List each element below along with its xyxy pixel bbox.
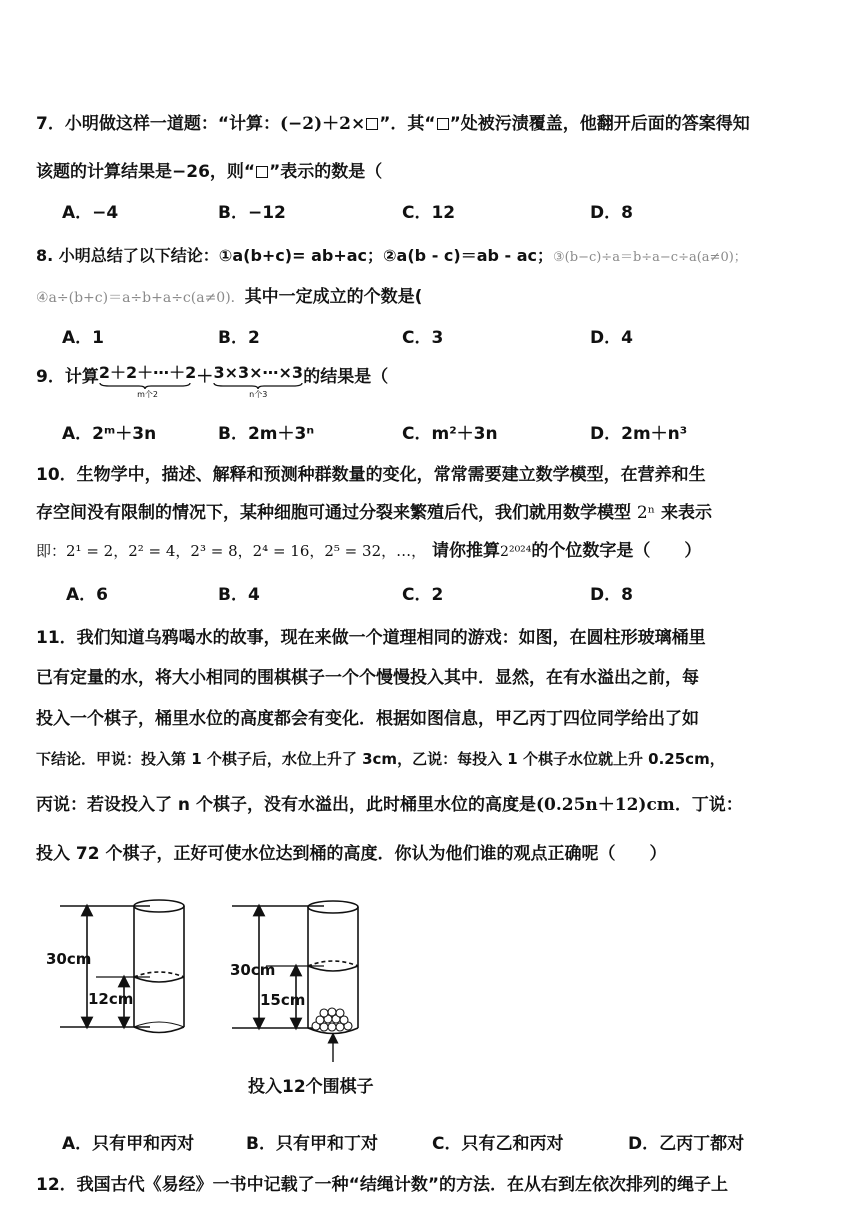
- go-stones-icon: [312, 1008, 352, 1031]
- q7-line2: [36, 159, 837, 185]
- q11-expression: (0.25n＋12)cm: [535, 795, 675, 815]
- q9-plus: ＋: [196, 367, 214, 387]
- q7-text-b: ”．其“: [379, 114, 436, 134]
- blank-box-icon: [256, 166, 268, 178]
- q11-line1: 11．我们知道乌鸦喝水的故事，现在来做一个道理相同的游戏：如图，在圆柱形玻璃桶里: [36, 628, 706, 648]
- q10-model: 2ⁿ: [636, 503, 656, 523]
- q11-line4: 下结论．甲说：投入第 1 个棋子后，水位上升了 3cm，乙说：每投入 1 个棋子水位就上升 0.25cm，: [36, 750, 725, 768]
- q9-brace-1: [99, 364, 196, 399]
- q11-text-a: 丙说：若设投入了 n 个棋子，没有水溢出，此时桶里水位的高度是: [36, 795, 536, 815]
- q10-line1: 10．生物学中，描述、解释和预测种群数量的变化，常常需要建立数学模型，在营养和生: [36, 465, 706, 485]
- fig-left-water: 12cm: [88, 990, 134, 1008]
- q8-option-d[interactable]: D．4: [590, 328, 633, 348]
- q11-text-b: ．丁说：: [674, 795, 743, 815]
- q8-option-b[interactable]: B．2: [218, 328, 260, 348]
- q10-power: 2²⁰²⁴: [500, 544, 532, 560]
- blank-box-icon: [437, 118, 449, 130]
- q8-option-c[interactable]: C．3: [402, 328, 444, 348]
- q9-brace-2-label: n个3: [249, 390, 268, 399]
- fig-right-total: 30cm: [230, 961, 276, 979]
- q7-option-c[interactable]: C．12: [402, 203, 456, 223]
- q7-option-b[interactable]: B．−12: [218, 203, 286, 223]
- q10-text-b: 来表示: [661, 503, 713, 523]
- fig-right-caption: 投入12个围棋子: [248, 1077, 374, 1097]
- q7-text-c: ”处被污渍覆盖，他翻开后面的答案得知: [449, 114, 750, 134]
- q11-line6: 投入 72 个棋子，正好可使水位达到桶的高度．你认为他们谁的观点正确呢（ ）: [36, 844, 667, 864]
- q9-brace-2-expr: 3×3×⋯×3: [213, 363, 304, 382]
- q8-option-a[interactable]: A．1: [62, 328, 104, 348]
- q10-text-a: 存空间没有限制的情况下，某种细胞可通过分裂来繁殖后代，我们就用数学模型: [36, 503, 631, 523]
- q10-line3: [36, 538, 837, 565]
- q10-option-d[interactable]: D．8: [590, 585, 633, 605]
- q9-prefix: 9．计算: [36, 367, 99, 387]
- q8-text-b: 其中一定成立的个数是(: [244, 287, 423, 307]
- q9-option-d[interactable]: D．2m＋n³: [590, 424, 688, 444]
- q10-text-c: 请你推算: [432, 541, 501, 561]
- q11-option-a[interactable]: A．只有甲和丙对: [62, 1134, 195, 1154]
- q9-line: [36, 364, 837, 408]
- q7-option-d[interactable]: D．8: [590, 203, 633, 223]
- q9-option-a[interactable]: A．2ᵐ＋3n: [62, 424, 157, 444]
- q9-brace-1-label: m个2: [137, 390, 158, 399]
- q9-option-c[interactable]: C．m²＋3n: [402, 424, 498, 444]
- q7-text-e: ”表示的数是（: [269, 162, 383, 182]
- q8-text-a: 8. 小明总结了以下结论：①a(b+c)= ab+ac；②a(b - c)＝ab - ac；: [36, 246, 554, 265]
- underbrace-icon: [99, 382, 191, 390]
- q11-line3: 投入一个棋子，桶里水位的高度都会有变化．根据如图信息，甲乙丙丁四位同学给出了如: [36, 709, 699, 729]
- q7-line1: [36, 111, 837, 137]
- q9-brace-2: [213, 364, 303, 399]
- q12-line1: 12．我国古代《易经》一书中记载了一种“结绳计数”的方法．在从右到左依次排列的绳子上: [36, 1175, 729, 1195]
- q10-option-c[interactable]: C．2: [402, 585, 444, 605]
- q9-brace-1-expr: 2＋2＋⋯＋2: [98, 363, 197, 382]
- underbrace-icon: [213, 382, 303, 390]
- q7-expression: (−2)＋2×: [280, 114, 366, 134]
- q8-text-grey-a: ③(b−c)÷a＝b÷a−c÷a(a≠0)；: [553, 250, 747, 265]
- fig-right-water: 15cm: [260, 991, 306, 1009]
- cylinder-after: [232, 901, 358, 1062]
- q11-option-d[interactable]: D．乙丙丁都对: [628, 1134, 745, 1154]
- blank-box-icon: [366, 118, 378, 130]
- q10-sequence: 即：2¹ = 2，2² = 4，2³ = 8，2⁴ = 16，2⁵ = 32，…，: [36, 542, 427, 560]
- q9-option-b[interactable]: B．2m＋3ⁿ: [218, 424, 315, 444]
- q11-option-b[interactable]: B．只有甲和丁对: [246, 1134, 378, 1154]
- q8-text-grey-b: ④a÷(b+c)＝a÷b+a÷c(a≠0)．: [36, 290, 245, 306]
- q11-option-c[interactable]: C．只有乙和丙对: [432, 1134, 564, 1154]
- q7-text-d: 该题的计算结果是−26，则“: [36, 162, 256, 182]
- q10-option-b[interactable]: B．4: [218, 585, 260, 605]
- cylinder-figure: [40, 880, 460, 1105]
- q7-option-a[interactable]: A．−4: [62, 203, 119, 223]
- fig-left-total: 30cm: [46, 950, 92, 968]
- q9-suffix: 的结果是（: [303, 367, 389, 387]
- q11-line2: 已有定量的水，将大小相同的围棋棋子一个个慢慢投入其中．显然，在有水溢出之前，每: [36, 668, 699, 688]
- q10-option-a[interactable]: A．6: [66, 585, 108, 605]
- q11-line5: [36, 792, 837, 818]
- q7-text-a: 7．小明做这样一道题：“计算：: [36, 114, 281, 134]
- q8-line1: [36, 243, 837, 271]
- q10-text-d: 的个位数字是（ ）: [531, 541, 702, 561]
- q10-line2: [36, 500, 837, 526]
- q8-line2: [36, 284, 837, 311]
